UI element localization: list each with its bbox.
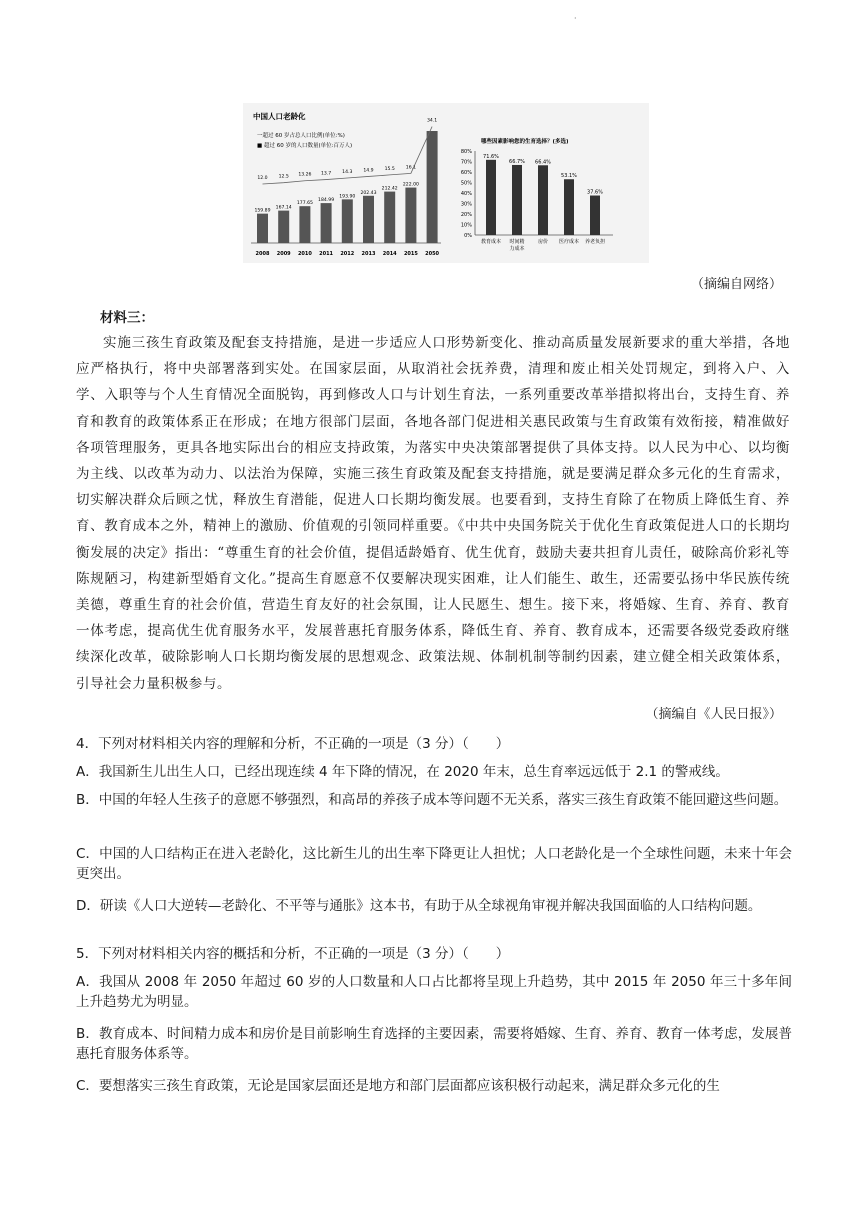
- factors-y-tick: 10%: [460, 222, 472, 229]
- factors-value-label: 66.7%: [509, 158, 525, 165]
- factors-value-label: 37.6%: [587, 189, 603, 196]
- q5-option-b: B．教育成本、时间精力成本和房价是目前影响生育选择的主要因素，需要将婚嫁、生育、养育、教育一体考虑，发展普惠托育服务体系等。: [76, 1026, 792, 1062]
- material-heading: 材料三：: [100, 310, 154, 326]
- figure-charts: [243, 103, 649, 263]
- q4-option-c: C．中国的人口结构正在进入老龄化，这比新生儿的出生率下降更让人担忧；人口老龄化是一个全球性问题，未来十年会更突出。: [76, 846, 792, 882]
- factors-y-tick: 60%: [460, 169, 472, 176]
- material-three-text: 实施三孩生育政策及配套支持措施，是进一步适应人口形势新变化、推动高质量发展新要求的重大举措，各地应严格执行，将中央部署落到实处。在国家层面，从取消社会抚养费，清理和废止相关处罚规定，到将入户、入学、入职等与个人生育情况全面脱钩，再到修改人口与计划生育法，一系列重要改革举措拟将出台，支持生育、养育和教育的政策体系正在形成；在地方很部门层面，各地各部门促进相关惠民政策与生育政策有效衔接，精准做好各项管理服务，更具各地实际出台的相应支持政策，为落实中央决策部署提供了具体支持。以人民为中心、以均衡为主线、以改革为动力、以法治为保障，实施三孩生育政策及配套支持措施，就是要满足群众多元化的生育需求，切实解决群众后顾之忧，释放生育潜能，促进人口长期均衡发展。也要看到，支持生育除了在物质上降低生育、养育、教育成本之外，精神上的激励、价值观的引领同样重要。《中共中央国务院关于优化生育政策促进人口的长期均衡发展的决定》指出：“尊重生育的社会价值，提倡适龄婚育、优生优育，鼓励夫妻共担育儿责任，破除高价彩礼等陈规陋习，构建新型婚育文化。”提高生育愿意不仅要解决现实困难，让人们能生、敢生，还需要弘扬中华民族传统美德，尊重生育的社会价值，营造生育友好的社会氛围，让人民愿生、想生。接下来，将婚嫁、生育、养育、教育一体考虑，提高优生优育服务水平，发展普惠托育服务体系，降低生育、养育、教育成本，还需要各级党委政府继续深化改革，破除影响人口长期均衡发展的思想观念、政策法规、体制机制等制约因素，建立健全相关政策体系，引导社会力量积极参与。: [76, 335, 790, 692]
- aging-line-label: 14.9: [363, 168, 374, 174]
- aging-bar: [342, 199, 353, 243]
- aging-x-tick: 2009: [276, 251, 291, 257]
- aging-bar: [299, 206, 310, 243]
- factors-bar: [486, 160, 496, 235]
- aging-bar-label: 159.89: [254, 208, 271, 214]
- aging-x-tick: 2050: [425, 251, 440, 257]
- aging-line-label: 16.1: [405, 165, 417, 171]
- aging-bar-label: 202.43: [360, 190, 377, 196]
- factors-y-tick: 20%: [460, 211, 472, 218]
- aging-x-tick: 2011: [319, 251, 334, 257]
- aging-bar: [427, 131, 438, 243]
- factors-y-tick: 0%: [464, 232, 472, 239]
- factors-y-tick: 30%: [460, 201, 472, 208]
- factors-x-label: 房价: [537, 239, 549, 245]
- header-dot: ·: [574, 14, 577, 23]
- aging-line-label: 34.1: [426, 118, 438, 124]
- figure-panel: [243, 103, 649, 263]
- factors-chart-title: 哪些因素影响您的生育选择？(多选): [481, 139, 569, 145]
- factors-bar: [538, 165, 548, 235]
- aging-line-label: 13.26: [298, 172, 312, 178]
- factors-y-tick: 70%: [460, 159, 472, 166]
- aging-bar-label: 184.99: [318, 198, 335, 204]
- aging-line-label: 15.5: [384, 166, 395, 172]
- aging-bar-label: 222.00: [402, 182, 419, 188]
- q4-option-d: D．研读《人口大逆转—老龄化、不平等与通胀》这本书，有助于从全球视角审视并解决我国面临的人口结构问题。: [76, 898, 762, 914]
- aging-bar-label: 177.65: [296, 201, 313, 207]
- factors-x-label-line2: 力成本: [509, 246, 525, 252]
- aging-x-tick: 2013: [361, 251, 376, 257]
- aging-legend-bar: ■ 超过 60 岁的人口数量(单位:百万人): [257, 143, 353, 149]
- aging-chart-title: 中国人口老龄化: [253, 112, 306, 121]
- factors-bar: [564, 179, 574, 235]
- factors-x-label: 教育成本: [480, 239, 502, 245]
- factors-value-label: 71.6%: [483, 153, 499, 160]
- birth-factors-chart: [461, 137, 613, 252]
- aging-bar-label: 212.42: [381, 186, 398, 192]
- aging-bar: [384, 192, 395, 243]
- factors-bar: [590, 196, 600, 235]
- factors-x-label: 医疗成本: [558, 239, 580, 245]
- q5-option-c: C．要想落实三孩生育政策，无论是国家层面还是地方和部门层面都应该积极行动起来，满足群众多元化的生: [76, 1078, 720, 1094]
- q5-stem: 5．下列对材料相关内容的概括和分析，不正确的一项是（3 分）（ ）: [76, 946, 510, 962]
- aging-x-tick: 2010: [297, 251, 312, 257]
- aging-bar-label: 193.90: [339, 194, 356, 200]
- aging-bar: [257, 214, 268, 243]
- aging-x-tick: 2015: [403, 251, 418, 257]
- factors-y-tick: 50%: [460, 180, 472, 187]
- aging-chart: [251, 111, 441, 257]
- aging-bar-label: 167.14: [275, 205, 292, 211]
- factors-x-label: 养老负担: [584, 239, 606, 245]
- factors-y-tick: 40%: [460, 190, 472, 197]
- q4-option-a: A．我国新生儿出生人口，已经出现连续 4 年下降的情况，在 2020 年末，总生育率远远低于 2.1 的警戒线。: [76, 764, 729, 780]
- q4-stem: 4．下列对材料相关内容的理解和分析，不正确的一项是（3 分）（ ）: [76, 736, 510, 752]
- aging-line-label: 13.7: [320, 171, 332, 177]
- factors-value-label: 53.1%: [561, 173, 577, 180]
- aging-line-label: 12.5: [278, 174, 289, 180]
- aging-legend-line: 一超过 60 岁占总人口比例(单位:%): [257, 133, 345, 139]
- aging-bar: [321, 203, 332, 243]
- aging-line-label: 12.0: [257, 176, 268, 181]
- aging-x-tick: 2008: [255, 251, 270, 257]
- factors-bar: [512, 165, 522, 235]
- factors-value-label: 66.4%: [535, 159, 551, 166]
- q4-option-b: B．中国的年轻人生孩子的意愿不够强烈，和高昂的养孩子成本等问题不无关系，落实三孩生育政策不能回避这些问题。: [76, 792, 788, 808]
- aging-x-tick: 2012: [340, 251, 355, 257]
- source-note-2: （摘编自《人民日报》）: [645, 707, 782, 722]
- factors-y-tick: 80%: [460, 148, 472, 155]
- source-note-1: （摘编自网络）: [690, 277, 782, 292]
- aging-bar: [363, 196, 374, 243]
- aging-bar: [278, 211, 289, 243]
- q5-option-a: A．我国从 2008 年 2050 年超过 60 岁的人口数量和人口占比都将呈现上升趋势，其中 2015 年 2050 年三十多年间上升趋势尤为明显。: [76, 974, 792, 1010]
- aging-bar: [405, 188, 416, 243]
- aging-line-label: 14.3: [342, 170, 353, 176]
- factors-x-label: 时间精: [509, 239, 525, 245]
- aging-x-tick: 2014: [382, 251, 397, 257]
